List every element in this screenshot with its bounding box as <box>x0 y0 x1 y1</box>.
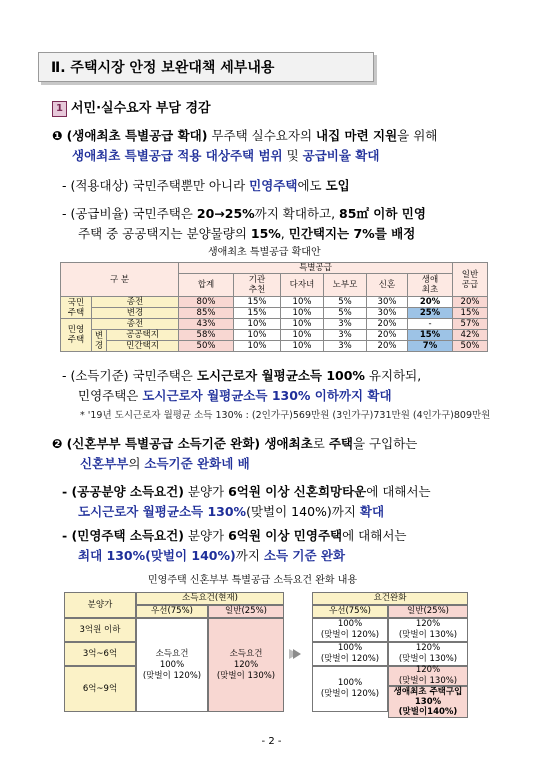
item2-bullet: ❷ <box>52 436 63 451</box>
table1-col-firsttime: 생애 최초 <box>408 274 453 297</box>
table1-cell: 10% <box>281 330 324 341</box>
subsection-heading <box>52 100 211 118</box>
subsection-title: 서민·실수요자 부담 경감 <box>71 101 211 116</box>
table2-new-priority: 100% (맞벌이 120%) <box>312 642 388 666</box>
table1-cell: 3% <box>324 330 367 341</box>
table1-cell: 20% <box>408 297 453 308</box>
table1-row-label: 공공택지 <box>107 330 179 341</box>
section-title: Ⅱ. 주택시장 안정 보완대책 세부내용 <box>38 52 374 82</box>
dash2-bold-e: 를 배정 <box>374 226 416 241</box>
dash2-bold-b: 85㎡ 이하 민영 <box>339 206 426 221</box>
item2-heading: (신혼부부 특별공급 소득기준 완화) <box>66 436 261 451</box>
table1-cell-highlight: 7% <box>408 341 453 352</box>
table2-row-label: 6억~9억 <box>64 666 136 712</box>
table1-col-multichild: 다자녀 <box>281 274 324 297</box>
table2-header-price: 분양가 <box>64 592 136 618</box>
table1-group-private: 민영 주택 <box>61 319 92 352</box>
table2-new-firsttime: 생애최초 주택구입 130% (맞벌이140%) <box>388 686 468 718</box>
dash1-text-a: - (적용대상) 국민주택뿐만 아니라 <box>62 178 250 193</box>
table1-cell: - <box>408 319 453 330</box>
item1-line2 <box>72 146 379 166</box>
supply-table <box>60 262 488 352</box>
table2-new-general: 120% (맞벌이 130%) <box>388 666 468 686</box>
table2-current-priority: 소득요건 100% (맞벌이 120%) <box>136 618 208 712</box>
table2-new-general: 120% (맞벌이 130%) <box>388 618 468 642</box>
item2-line1 <box>52 434 417 454</box>
table1-cell: 30% <box>367 308 408 319</box>
dash5-heading: - (민영주택 소득요건) <box>62 528 184 543</box>
table1-cell-highlight: 25% <box>408 308 453 319</box>
dash3-line2 <box>78 386 392 406</box>
item2-line2 <box>80 454 250 474</box>
dash2-line1 <box>62 204 426 224</box>
table1-cell: 5% <box>324 308 367 319</box>
dash5-text-b: 에 대해서는 <box>342 528 407 543</box>
dash5-text-c: 까지 <box>235 548 264 563</box>
item1-text-d: 및 <box>282 148 303 163</box>
table1-col-total: 합계 <box>179 274 234 297</box>
table1-row-label: 종전 <box>92 297 179 308</box>
dash1-text-c: 도입 <box>325 178 350 193</box>
dash1-text-b: 에도 <box>297 178 326 193</box>
dash4-line2 <box>78 502 384 522</box>
dash4-highlight-b: 130% <box>207 504 247 519</box>
dash2-bold-a: 20→25% <box>196 206 255 221</box>
dash4-highlight-c: 확대 <box>359 504 385 519</box>
dash5-highlight-b: 소득 기준 완화 <box>263 548 346 563</box>
dash4-text-c: (맞벌이 140%)까지 <box>246 504 360 519</box>
table1-caption: 생애최초 특별공급 확대안 <box>208 247 321 258</box>
item2-text-b: 을 구입하는 <box>353 436 418 451</box>
arrow-right-icon <box>288 647 302 661</box>
table2-caption: 민영주택 신혼부부 특별공급 소득요건 완화 내용 <box>148 575 358 586</box>
table1-cell: 43% <box>179 319 234 330</box>
dash4-bold: 6억원 이상 신혼희망타운 <box>228 484 367 499</box>
table1-group-national: 국민 주택 <box>61 297 92 319</box>
dash1-line <box>62 176 350 196</box>
item2-bold-a: 생애최초 <box>260 436 313 451</box>
table1-header-category: 구 분 <box>61 263 179 297</box>
dash5-line2 <box>78 546 345 566</box>
table1-cell: 20% <box>367 330 408 341</box>
table1-cell: 20% <box>453 297 488 308</box>
dash2-bold-c: 15% <box>250 226 281 241</box>
item2-highlight-b: 소득기준 완화 <box>144 456 222 471</box>
table1-col-agency: 기관 추천 <box>234 274 281 297</box>
table1-cell: 3% <box>324 319 367 330</box>
table1-cell: 10% <box>281 341 324 352</box>
dash3-text-a: - (소득기준) 국민주택은 <box>62 368 197 383</box>
table1-cell: 20% <box>367 319 408 330</box>
dash3-text-b: 유지하되, <box>364 368 422 383</box>
dash2-bold-d: 민간택지는 7% <box>288 226 375 241</box>
table1-cell: 15% <box>234 308 281 319</box>
item1-text-c: 을 위해 <box>397 128 438 143</box>
dash2-text-c: 주택 중 공공택지는 분양물량의 <box>78 226 251 241</box>
item1-highlight-b: 공급비율 확대 <box>302 148 380 163</box>
dash2-text-d: , <box>280 226 289 241</box>
table1-header-general: 일반 공급 <box>453 263 488 297</box>
item1-heading: (생애최초 특별공급 확대) <box>66 128 208 143</box>
item2-text-a: 로 <box>312 436 329 451</box>
dash3-text-c: 민영주택은 <box>78 388 143 403</box>
table1-cell: 3% <box>324 341 367 352</box>
table1-cell: 50% <box>453 341 488 352</box>
table1-cell: 30% <box>367 297 408 308</box>
table2-new-priority: 100% (맞벌이 120%) <box>312 618 388 642</box>
table1-cell: 10% <box>234 319 281 330</box>
page-number: - 2 - <box>261 736 282 747</box>
item1-highlight-a: 생애최초 특별공급 적용 대상주택 범위 <box>72 148 283 163</box>
table2-header-priority-new: 우선(75%) <box>312 605 388 618</box>
table2-header-relaxed: 요건완화 <box>312 592 468 605</box>
dash5-text-a: 분양가 <box>183 528 229 543</box>
dash2-text-a: - (공급비율) 국민주택은 <box>62 206 197 221</box>
table2-header-priority: 우선(75%) <box>136 605 208 618</box>
table-row <box>61 341 488 352</box>
table-row <box>61 330 488 341</box>
item2-highlight-c: 네 배 <box>221 456 250 471</box>
table1-header-special: 특별공급 <box>179 263 453 274</box>
dash5-line1 <box>62 526 406 546</box>
table1-col-newlywed: 신혼 <box>367 274 408 297</box>
table-row <box>61 319 488 330</box>
table1-row-label: 민간택지 <box>107 341 179 352</box>
table2-new-priority: 100% (맞벌이 120%) <box>312 666 388 712</box>
table-row <box>61 297 488 308</box>
table2-row-label: 3억~6억 <box>64 642 136 666</box>
dash5-bold: 6억원 이상 민영주택 <box>228 528 343 543</box>
table2-header-current: 소득요건(현재) <box>136 592 284 605</box>
dash4-text-a: 분양가 <box>183 484 229 499</box>
item2-bold-b: 주택 <box>328 436 353 451</box>
table2-row-label: 3억원 이하 <box>64 618 136 642</box>
table1-cell: 20% <box>367 341 408 352</box>
table1-row-label: 종전 <box>92 319 179 330</box>
dash4-text-b: 에 대해서는 <box>366 484 431 499</box>
table1-cell: 10% <box>234 341 281 352</box>
table2-header-general-new: 일반(25%) <box>388 605 468 618</box>
item2-highlight-a: 신혼부부 <box>80 456 129 471</box>
table1-cell: 57% <box>453 319 488 330</box>
table1-cell: 85% <box>179 308 234 319</box>
table1-cell: 10% <box>281 319 324 330</box>
table1-cell: 10% <box>281 308 324 319</box>
table1-cell: 10% <box>281 297 324 308</box>
dash2-line2 <box>78 224 415 244</box>
dash4-heading: - (공공분양 소득요건) <box>62 484 184 499</box>
table1-cell: 5% <box>324 297 367 308</box>
table1-col-elderly: 노부모 <box>324 274 367 297</box>
item2-text-c: 의 <box>128 456 145 471</box>
table1-cell: 50% <box>179 341 234 352</box>
footnote-income: * '19년 도시근로자 월평균 소득 130% : (2인가구)569만원 (3인가구)731만원 (4인가구)809만원 <box>80 410 491 421</box>
dash3-line1 <box>62 366 421 386</box>
table1-cell: 58% <box>179 330 234 341</box>
table1-cell-highlight: 15% <box>408 330 453 341</box>
table1-cell: 80% <box>179 297 234 308</box>
dash3-highlight: 도시근로자 월평균소득 130% 이하까지 확대 <box>142 388 392 403</box>
table1-cell: 15% <box>453 308 488 319</box>
table1-cell: 42% <box>453 330 488 341</box>
table1-row-label: 변경 <box>92 308 179 319</box>
subsection-number: 1 <box>52 101 67 117</box>
dash5-highlight-a: 최대 130%(맞벌이 140%) <box>78 548 236 563</box>
dash4-highlight-a: 도시근로자 월평균소득 <box>78 504 208 519</box>
dash1-highlight: 민영주택 <box>249 178 298 193</box>
table2-new-general: 120% (맞벌이 130%) <box>388 642 468 666</box>
table1-change-label: 변 경 <box>92 330 107 352</box>
table-row <box>61 308 488 319</box>
table2-header-general: 일반(25%) <box>208 605 284 618</box>
table1-cell: 10% <box>234 330 281 341</box>
table1-cell: 15% <box>234 297 281 308</box>
dash3-bold: 도시근로자 월평균소득 100% <box>196 368 365 383</box>
dash2-text-b: 까지 확대하고, <box>254 206 340 221</box>
item1-line1 <box>52 126 437 146</box>
item1-bullet: ❶ <box>52 128 63 143</box>
table2-current-general: 소득요건 120% (맞벌이 130%) <box>208 618 284 712</box>
item1-text-b: 내집 마련 지원 <box>316 128 398 143</box>
dash4-line1 <box>62 482 431 502</box>
item1-text-a: 무주택 실수요자의 <box>207 128 316 143</box>
